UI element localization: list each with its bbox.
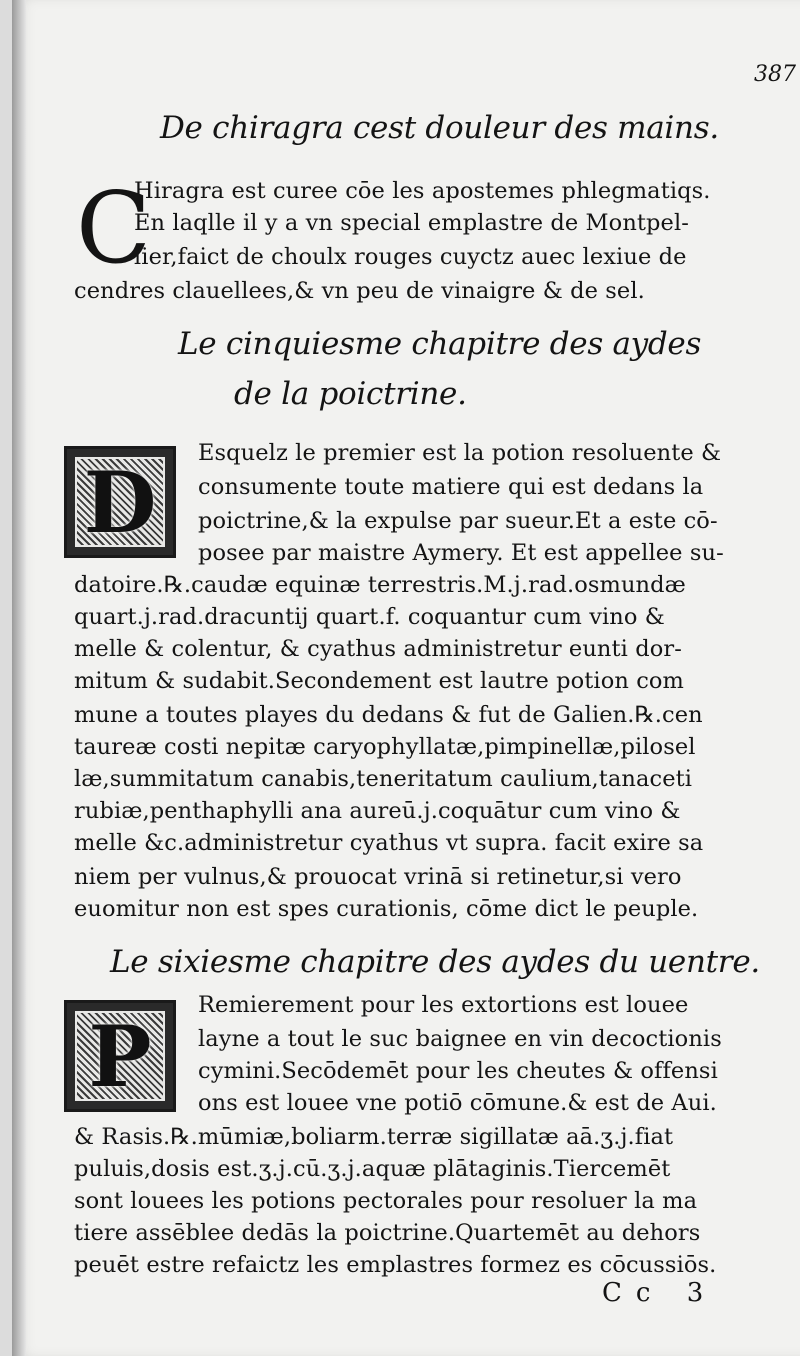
ornamental-initial-d xyxy=(64,446,176,558)
text-line: poictrine,& la expulse par sueur.Et a este cō- xyxy=(198,508,718,534)
ornamental-letter: P xyxy=(88,1006,152,1106)
text-line: Remierement pour les extortions est louee xyxy=(198,992,689,1018)
text-line: euomitur non est spes curationis, cōme dict le peuple. xyxy=(74,896,699,922)
text-line: melle &c.administretur cyathus vt supra. facit exire sa xyxy=(74,830,704,856)
heading-cinquiesme-line2: de la poictrine. xyxy=(234,376,467,412)
text-line: lier,faict de choulx rouges cuyctz auec lexiue de xyxy=(134,244,687,270)
text-line: mitum & sudabit.Secondement est lautre potion com xyxy=(74,668,684,694)
text-line: & Rasis.℞.mūmiæ,boliarm.terræ sigillatæ aā.ʒ.j.fiat xyxy=(74,1124,674,1150)
text-line: En laqlle il y a vn special emplastre de Montpel- xyxy=(134,210,689,236)
text-line: læ,summitatum canabis,teneritatum caulium,tanaceti xyxy=(74,766,693,792)
heading-cinquiesme-line1: Le cinquiesme chapitre des aydes xyxy=(178,326,702,362)
text-line: rubiæ,penthaphylli ana aureū.j.coquātur cum vino & xyxy=(74,798,681,824)
text-line: consumente toute matiere qui est dedans la xyxy=(198,474,704,500)
text-line: tiere assēblee dedās la poictrine.Quartemēt au dehors xyxy=(74,1220,701,1246)
text-line: datoire.℞.caudæ equinæ terrestris.M.j.rad.osmundæ xyxy=(74,572,686,598)
text-line: peuēt estre refaictz les emplastres formez es cōcussiōs. xyxy=(74,1252,717,1278)
page-gutter-edge xyxy=(12,0,26,1356)
text-line: Hiragra est curee cōe les apostemes phlegmatiqs. xyxy=(134,178,711,204)
heading-sixiesme: Le sixiesme chapitre des aydes du uentre. xyxy=(110,944,760,980)
text-line: cymini.Secōdemēt pour les cheutes & offensi xyxy=(198,1058,718,1084)
ornamental-initial-p xyxy=(64,1000,176,1112)
text-line: sont louees les potions pectorales pour resoluer la ma xyxy=(74,1188,698,1214)
text-line: cendres clauellees,& vn peu de vinaigre & de sel. xyxy=(74,278,645,304)
folio-number: 387 xyxy=(754,62,796,87)
ornamental-letter: D xyxy=(83,452,157,552)
heading-chiragra: De chiragra cest douleur des mains. xyxy=(160,110,719,146)
signature-mark: Cc 3 xyxy=(602,1278,718,1308)
text-line: melle & colentur, & cyathus administretur eunti dor- xyxy=(74,636,682,662)
text-line: taureæ costi nepitæ caryophyllatæ,pimpinellæ,pilosel xyxy=(74,734,696,760)
text-line: niem per vulnus,& prouocat vrinā si retinetur,si vero xyxy=(74,864,682,890)
text-line: Esquelz le premier est la potion resoluente & xyxy=(198,440,722,466)
text-line: ons est louee vne potiō cōmune.& est de Aui. xyxy=(198,1090,717,1116)
text-line: posee par maistre Aymery. Et est appellee su- xyxy=(198,540,724,566)
text-line: quart.j.rad.dracuntij quart.f. coquantur cum vino & xyxy=(74,604,665,630)
book-page xyxy=(12,0,800,1356)
text-line: layne a tout le suc baignee en vin decoctionis xyxy=(198,1026,722,1052)
text-line: mune a toutes playes du dedans & fut de Galien.℞.cen xyxy=(74,702,703,728)
text-line: puluis,dosis est.ʒ.j.cū.ʒ.j.aquæ plātaginis.Tiercemēt xyxy=(74,1156,671,1182)
dropcap-c: C xyxy=(76,172,151,286)
